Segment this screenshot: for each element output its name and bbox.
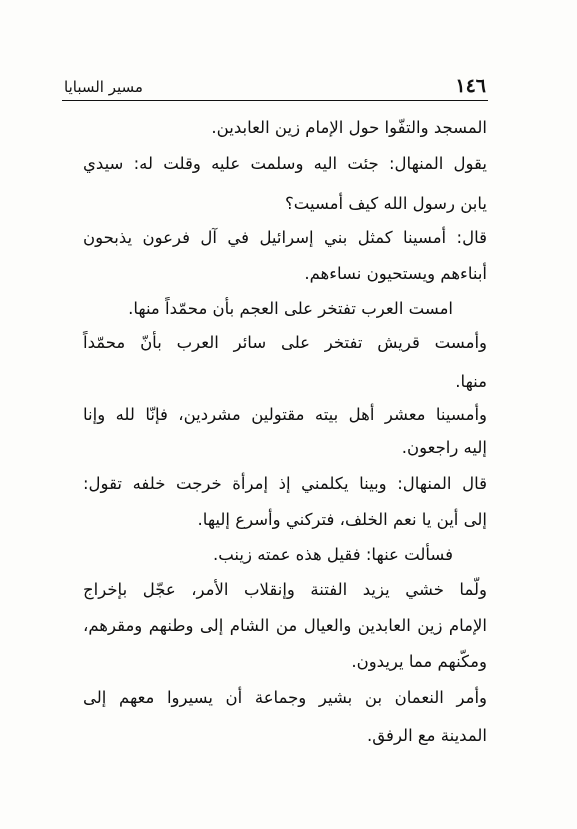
page-number: ١٤٦	[455, 75, 486, 97]
body-line: المسجد والتفّوا حول الإمام زين العابدين.	[211, 118, 487, 137]
body-line: قال: أمسينا كمثل بني إسرائيل في آل فرعون يذبحون	[83, 228, 487, 247]
body-line: امست العرب تفتخر على العجم بأن محمّداً منها.	[128, 299, 453, 318]
body-line: قال المنهال: وبينا يكلمني إذ إمرأة خرجت خلفه تقول:	[83, 474, 487, 493]
body-line: ولّما خشي يزيد الفتنة وإنقلاب الأمر، عجّل بإخراج	[83, 580, 487, 599]
body-line: إلى أين يا نعم الخلف، فتركني وأسرع إليها.	[197, 510, 487, 529]
body-line: ومكّنهم مما يريدون.	[351, 652, 487, 671]
page-header	[62, 74, 488, 101]
body-line: فسألت عنها: فقيل هذه عمته زينب.	[212, 545, 453, 564]
body-line: منها.	[455, 372, 487, 391]
body-line: وأمست قريش تفتخر على سائر العرب بأنّ محمّداً	[83, 333, 487, 352]
body-line: وأمسينا معشر أهل بيته مقتولين مشردين، فإنّا لله وإنا	[83, 405, 487, 424]
body-line: إليه راجعون.	[401, 438, 487, 457]
running-title: مسير السبايا	[64, 78, 143, 96]
body-line: يابن رسول الله كيف أمسيت؟	[285, 194, 487, 213]
body-line: يقول المنهال: جئت اليه وسلمت عليه وقلت له: سيدي	[83, 154, 487, 173]
body-line: أبناءهم ويستحيون نساءهم.	[304, 264, 487, 283]
body-line: وأمر النعمان بن بشير وجماعة أن يسيروا معهم إلى	[83, 688, 487, 707]
body-line: المدينة مع الرفق.	[367, 726, 487, 745]
body-line: الإمام زين العابدين والعيال من الشام إلى وطنهم ومقرهم،	[83, 616, 487, 635]
